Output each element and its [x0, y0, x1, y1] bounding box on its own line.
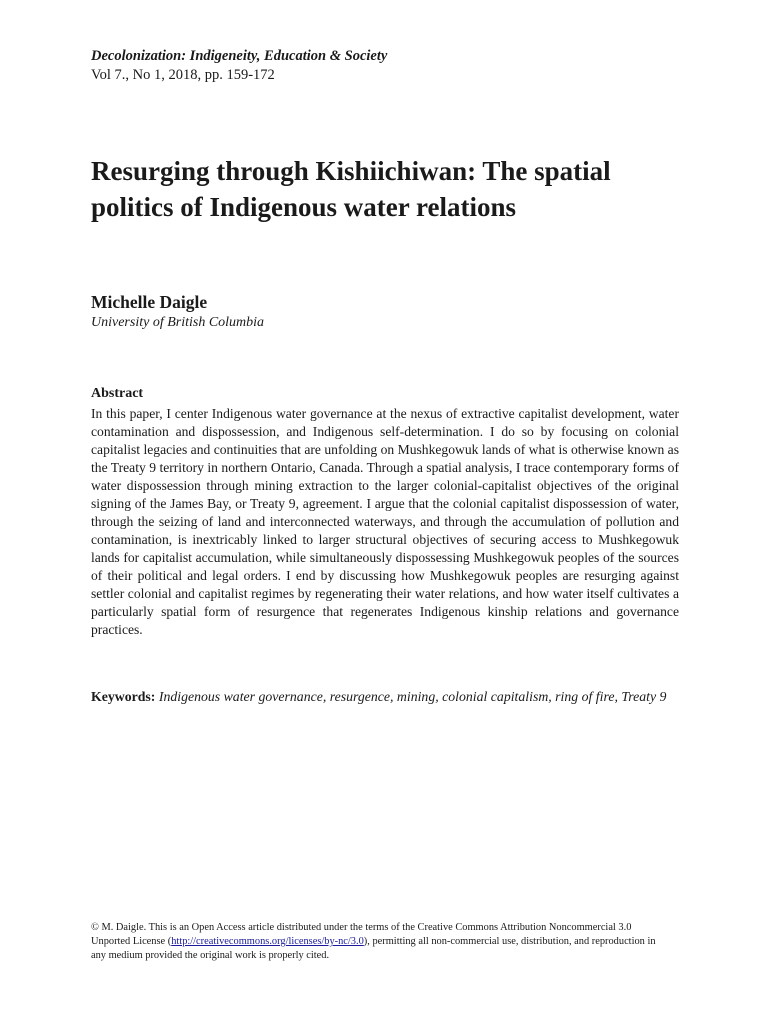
license-text-before: © M. Daigle. This is an Open Access article distributed under the terms of the Creative Commons Attribution Noncommercial 3.0 Unported License ( [91, 922, 632, 947]
keywords-label: Keywords: [91, 689, 156, 704]
keywords [91, 687, 679, 706]
abstract-heading: Abstract [91, 386, 144, 401]
author-name: Michelle Daigle [91, 292, 208, 312]
article-title: Resurging through Kishiichiwan: The spatial politics of Indigenous water relations [91, 156, 611, 222]
keywords-values: Indigenous water governance, resurgence, mining, colonial capitalism, ring of fire, Treaty 9 [158, 689, 667, 704]
license-link[interactable]: http://creativecommons.org/licenses/by-nc/3.0 [171, 936, 364, 947]
journal-header [91, 47, 387, 85]
author-affiliation: University of British Columbia [91, 315, 265, 330]
license-notice [91, 921, 671, 963]
volume-info: Vol 7., No 1, 2018, pp. 159-172 [91, 67, 275, 83]
abstract-text: In this paper, I center Indigenous water governance at the nexus of extractive capitalist development, water contamination and dispossession, and Indigenous self-determination. I do so by focusing on colonial capitalist legacies and continuities that are unfolding on Mushkegowuk lands of what is otherwise known as the Treaty 9 territory in northern Ontario, Canada. Through a spatial analysis, I trace contemporary forms of water dispossession through mining extraction to the larger colonial-capitalist objectives of the original signing of the James Bay, or Treaty 9, agreement. I argue that the colonial capitalist dispossession of water, through the seizing of land and interconnected waterways, and through the accumulation of pollution and contamination, is inextricably linked to larger structural objectives of securing access to Mushkegowuk lands for capitalist accumulation, while simultaneously dispossessing Mushkegowuk peoples of the sources of their political and legal orders. I end by discussing how Mushkegowuk peoples are resurging against settler colonial and capitalist regimes by regenerating their water relations, and how water itself cultivates a particularly spatial form of resurgence that regenerates Indigenous kinship relations and governance practices. [91, 406, 679, 637]
license-text-after: ), permitting all non-commercial use, distribution, and reproduction in any medium provided the original work is properly cited. [91, 936, 656, 961]
journal-name: Decolonization: Indigeneity, Education & Society [91, 48, 388, 64]
